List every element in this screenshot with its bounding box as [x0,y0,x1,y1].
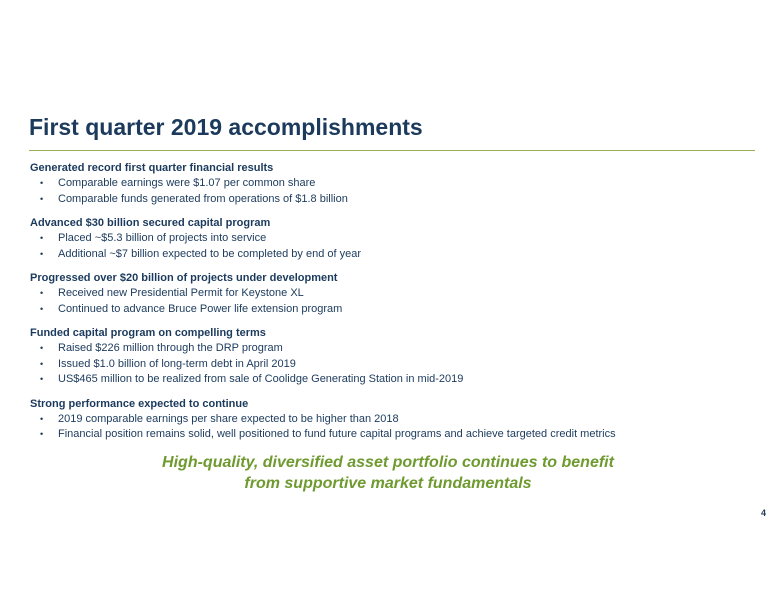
section-heading: Strong performance expected to continue [30,397,249,410]
bullet-text: Additional ~$7 billion expected to be completed by end of year [58,247,362,260]
tagline-line: High-quality, diversified asset portfolio continues to benefit [162,454,614,471]
bullet-text: Comparable earnings were $1.07 per common share [58,177,316,189]
bullet-item [40,176,750,192]
bullet-item [40,412,750,428]
bullet-icon: • [40,413,44,424]
bullet-list [30,231,750,262]
bullet-item [40,372,750,388]
bullet-icon: • [40,343,44,353]
bullet-icon: • [40,193,44,204]
tagline [0,452,776,494]
section-funding [30,326,750,388]
bullet-icon: • [40,233,44,243]
bullet-item [40,247,750,263]
bullet-item [40,192,750,208]
section-capital-program [30,216,750,262]
bullet-text: US$465 million to be realized from sale of Coolidge Generating Station in mid-2019 [58,373,464,385]
bullet-list [30,412,750,443]
bullet-list [30,176,750,207]
bullet-icon: • [40,429,44,439]
bullet-item [40,302,750,318]
section-financial-results [30,161,750,207]
bullet-text: Continued to advance Bruce Power life extension program [58,302,343,315]
bullet-item [40,357,750,373]
bullet-icon: • [40,248,44,259]
section-heading: Advanced $30 billion secured capital program [30,217,271,229]
title-divider [29,150,755,151]
bullet-list [30,286,750,317]
bullet-item [40,286,750,302]
bullet-icon: • [40,358,44,369]
section-heading: Generated record first quarter financial results [30,162,274,174]
page-number: 4 [760,508,766,518]
bullet-icon: • [40,288,44,298]
bullet-text: Placed ~$5.3 billion of projects into service [58,232,267,244]
section-projects-development [30,271,750,317]
bullet-item [40,341,750,357]
accomplishments-list [30,161,750,452]
bullet-text: Financial position remains solid, well positioned to fund future capital programs and achieve targeted credit metrics [58,428,616,440]
bullet-icon: • [40,178,44,188]
bullet-text: Issued $1.0 billion of long-term debt in April 2019 [58,357,296,370]
section-heading: Funded capital program on compelling terms [30,327,266,339]
bullet-text: Raised $226 million through the DRP program [58,342,283,354]
bullet-list [30,341,750,388]
bullet-item [40,427,750,443]
page-title: First quarter 2019 accomplishments [29,114,423,140]
bullet-text: Received new Presidential Permit for Keystone XL [58,287,304,299]
bullet-text: Comparable funds generated from operations of $1.8 billion [58,192,348,205]
bullet-icon: • [40,303,44,314]
bullet-item [40,231,750,247]
bullet-text: 2019 comparable earnings per share expected to be higher than 2018 [58,412,399,425]
tagline-line: from supportive market fundamentals [244,475,532,492]
section-heading: Progressed over $20 billion of projects under development [30,272,338,284]
bullet-icon: • [40,374,44,384]
section-outlook [30,397,750,443]
